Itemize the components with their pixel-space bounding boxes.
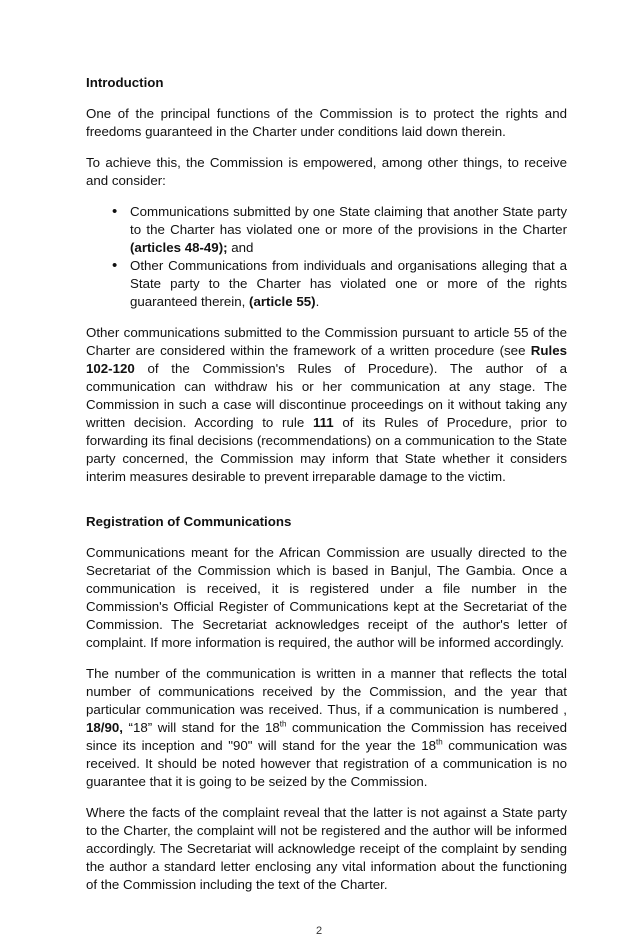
- bullet-list: [108, 203, 567, 311]
- bold-text: Rules 102-120: [86, 343, 567, 376]
- spacer: [86, 499, 567, 513]
- text-run: Where the facts of the complaint reveal that the latter is not against a State party to the Charter, the complaint will not be registered and the author will be informed accordingly. The Secretariat will acknowledge receipt of the complaint by sending the author a standard letter enclosing any vital information about the functioning of the Commission including the text of the Charter.: [86, 805, 567, 892]
- text-run: and: [227, 240, 254, 255]
- superscript: th: [436, 737, 443, 747]
- text-run: Communications submitted by one State claiming that another State party to the Charter has violated one or more of the provisions in the Charter: [130, 204, 567, 237]
- text-run: communication the Commission has received since its inception and "90" will stand for the year the 18: [86, 720, 567, 753]
- text-run: The number of the communication is written in a manner that reflects the total number of communications received by the Commission, and the year that particular communication was received. Thus, if a communication is numbered ,: [86, 666, 567, 717]
- text-run: Other Communications from individuals and organisations alleging that a State party to the Charter has violated one or more of the rights guaranteed therein,: [130, 258, 567, 309]
- text-run: One of the principal functions of the Commission is to protect the rights and freedoms guaranteed in the Charter under conditions laid down therein.: [86, 106, 567, 139]
- text-run: of the Commission's Rules of Procedure). The author of a communication can withdraw his or her communication at any stage. The Commission in such a case will discontinue proceedings on it without taking any written decision. According to rule: [86, 361, 567, 430]
- list-item: [108, 257, 567, 311]
- paragraph: [86, 544, 567, 652]
- section-heading: Registration of Communications: [86, 514, 292, 529]
- text-run: Communications meant for the African Commission are usually directed to the Secretariat of the Commission which is based in Banjul, The Gambia. Once a communication is received, it is registered under a file number in the Commission's Official Register of Communications kept at the Secretariat of the Commission. The Secretariat acknowledges receipt of the author's letter of complaint. If more information is required, the author will be informed accordingly.: [86, 545, 567, 650]
- list-item: [108, 203, 567, 257]
- text-run: .: [315, 294, 320, 309]
- superscript: th: [279, 719, 287, 729]
- bold-text: 18/90,: [86, 720, 123, 735]
- bold-text: 111: [312, 415, 334, 430]
- text-run: of its Rules of Procedure, prior to forwarding its final decisions (recommendations) on a communication to the State party concerned, the Commission may inform that State whether it considers interim measures desirable to prevent irreparable damage to the victim.: [86, 415, 567, 484]
- document-page: [86, 0, 567, 894]
- bold-text: (article 55): [249, 294, 316, 309]
- bold-text: (articles 48-49);: [130, 240, 228, 255]
- text-run: Other communications submitted to the Commission pursuant to article 55 of the Charter are considered within the framework of a written procedure (see: [86, 325, 567, 358]
- paragraph: [86, 324, 567, 486]
- paragraph: [86, 665, 567, 791]
- paragraph: [86, 804, 567, 894]
- text-run: “18” will stand for the 18: [122, 720, 280, 735]
- paragraph: [86, 154, 567, 190]
- section-heading: Introduction: [86, 75, 164, 90]
- page-number: 2: [315, 925, 323, 937]
- text-run: communication was received. It should be noted however that registration of a communication is no guarantee that it is going to be seized by the Commission.: [86, 738, 567, 789]
- paragraph: [86, 105, 567, 141]
- text-run: To achieve this, the Commission is empowered, among other things, to receive and consider:: [86, 155, 567, 188]
